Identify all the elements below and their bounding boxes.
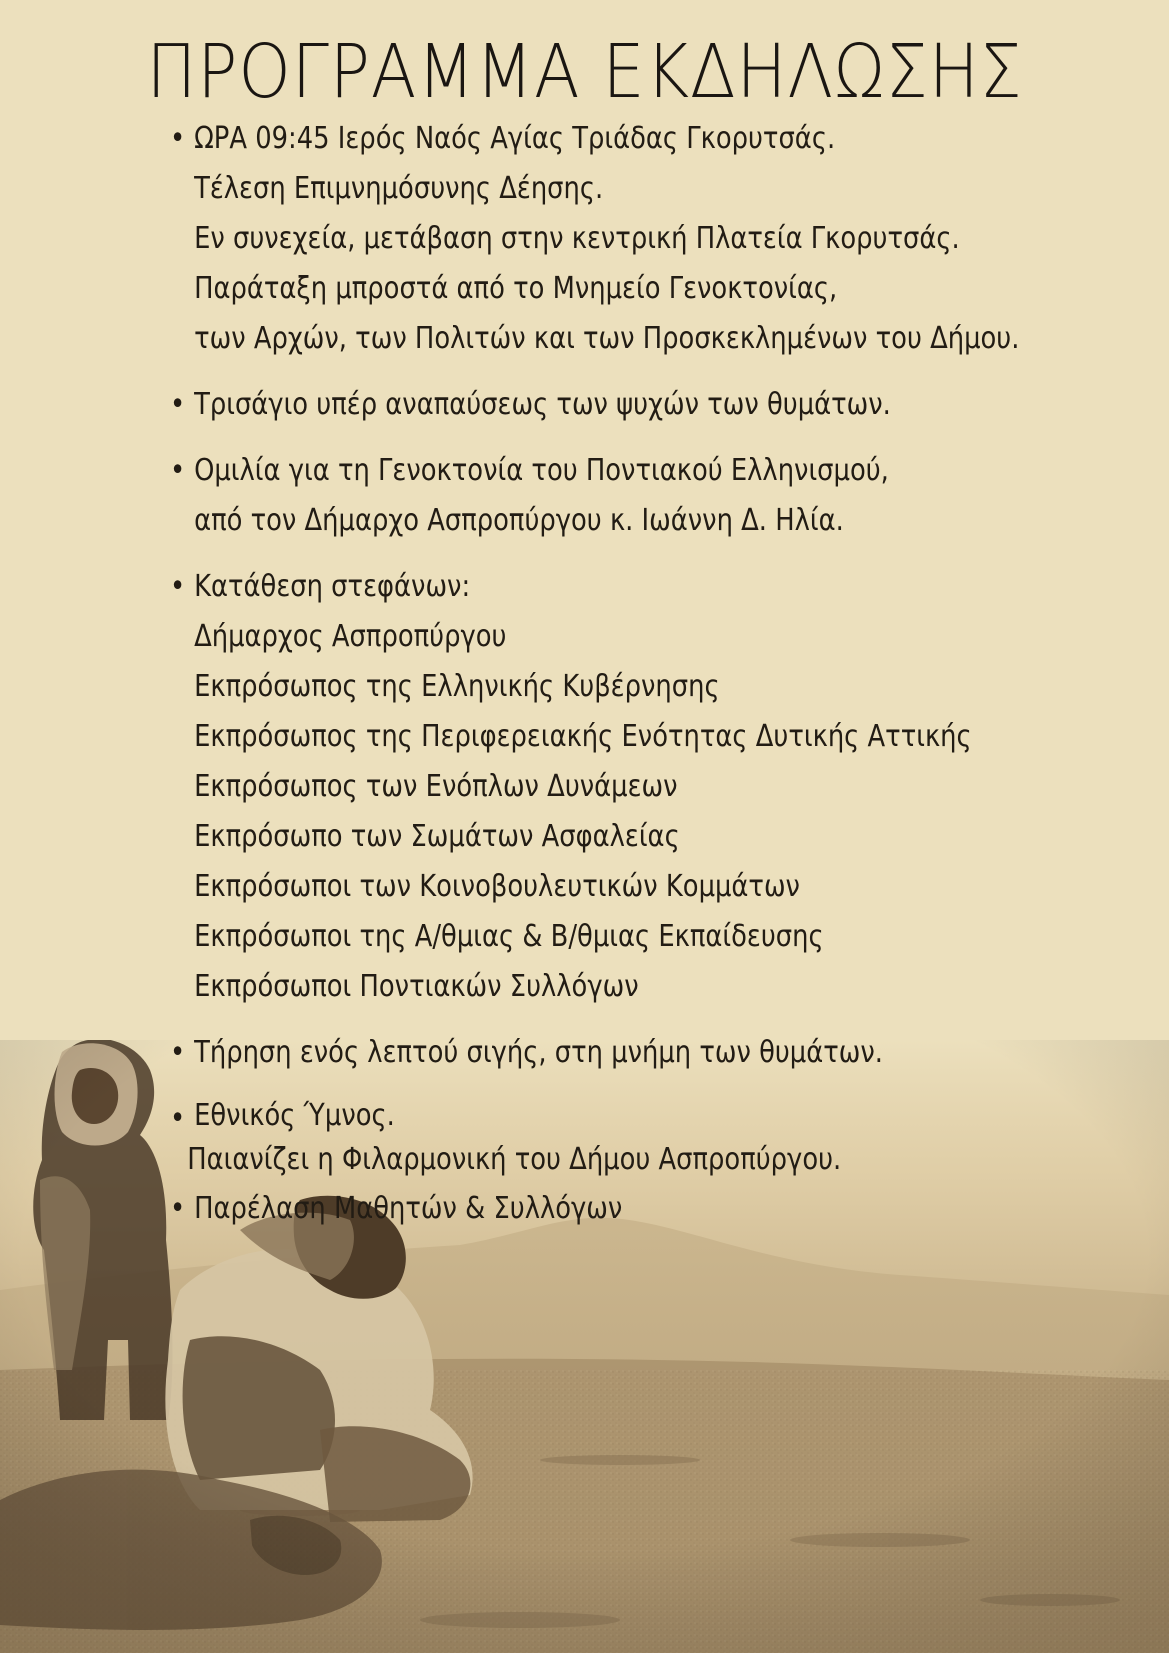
- item-line: Τήρηση ενός λεπτού σιγής, στη μνήμη των θυμάτων.: [194, 1035, 883, 1070]
- page-title: ΠΡΟΓΡΑΜΜΑ ΕΚΔΗΛΩΣΗΣ: [146, 29, 1023, 115]
- item-line: Ομιλία για τη Γενοκτονία του Ποντιακού Ελληνισμού,: [194, 453, 889, 488]
- item-line: Κατάθεση στεφάνων:: [194, 569, 471, 604]
- item-line: Εκπρόσωποι της Α/θμιας & Β/θμιας Εκπαίδευσης: [194, 919, 824, 954]
- bullet: •: [170, 569, 186, 604]
- bullet: •: [170, 387, 186, 422]
- bullet: •: [170, 121, 186, 156]
- event-program-list: [170, 114, 1021, 1234]
- list-item: [170, 562, 1021, 1012]
- list-item: [170, 1028, 1021, 1078]
- bullet: •: [170, 1191, 186, 1226]
- item-line: Εθνικός Ύμνος.: [194, 1098, 395, 1133]
- item-line: από τον Δήμαρχο Ασπροπύργου κ. Ιωάννη Δ. Ηλία.: [194, 503, 844, 538]
- item-line: Παράταξη μπροστά από το Μνημείο Γενοκτονίας,: [194, 271, 838, 306]
- item-line: Εκπρόσωποι των Κοινοβουλευτικών Κομμάτων: [194, 869, 800, 904]
- item-line: Εν συνεχεία, μετάβαση στην κεντρική Πλατεία Γκορυτσάς.: [194, 221, 960, 256]
- list-item: [170, 1184, 1021, 1234]
- item-line: Εκπρόσωποι Ποντιακών Συλλόγων: [194, 969, 639, 1004]
- item-line: Εκπρόσωπος της Περιφερειακής Ενότητας Δυτικής Αττικής: [194, 719, 972, 754]
- list-item: [170, 380, 1021, 430]
- list-item: [170, 1094, 1021, 1182]
- item-line: Παρέλαση Μαθητών & Συλλόγων: [194, 1191, 623, 1226]
- item-line: των Αρχών, των Πολιτών και των Προσκεκλημένων του Δήμου.: [194, 321, 1020, 356]
- item-line: Δήμαρχος Ασπροπύργου: [194, 619, 507, 654]
- item-line: Εκπρόσωπος της Ελληνικής Κυβέρνησης: [194, 669, 720, 704]
- item-line: Τρισάγιο υπέρ αναπαύσεως των ψυχών των θυμάτων.: [194, 387, 891, 422]
- list-item: [170, 446, 1021, 546]
- list-item: [170, 114, 1021, 364]
- item-line: Τέλεση Επιμνημόσυνης Δέησης.: [194, 171, 604, 206]
- item-line: Εκπρόσωπος των Ενόπλων Δυνάμεων: [194, 769, 678, 804]
- bullet: •: [170, 453, 186, 488]
- item-line: Παιανίζει η Φιλαρμονική του Δήμου Ασπροπύργου.: [187, 1142, 842, 1177]
- item-line: Εκπρόσωπο των Σωμάτων Ασφαλείας: [194, 819, 680, 854]
- item-line: ΩΡΑ 09:45 Ιερός Ναός Αγίας Τριάδας Γκορυτσάς.: [194, 121, 836, 156]
- bullet: •: [170, 1035, 186, 1070]
- bullet: •: [170, 1101, 186, 1136]
